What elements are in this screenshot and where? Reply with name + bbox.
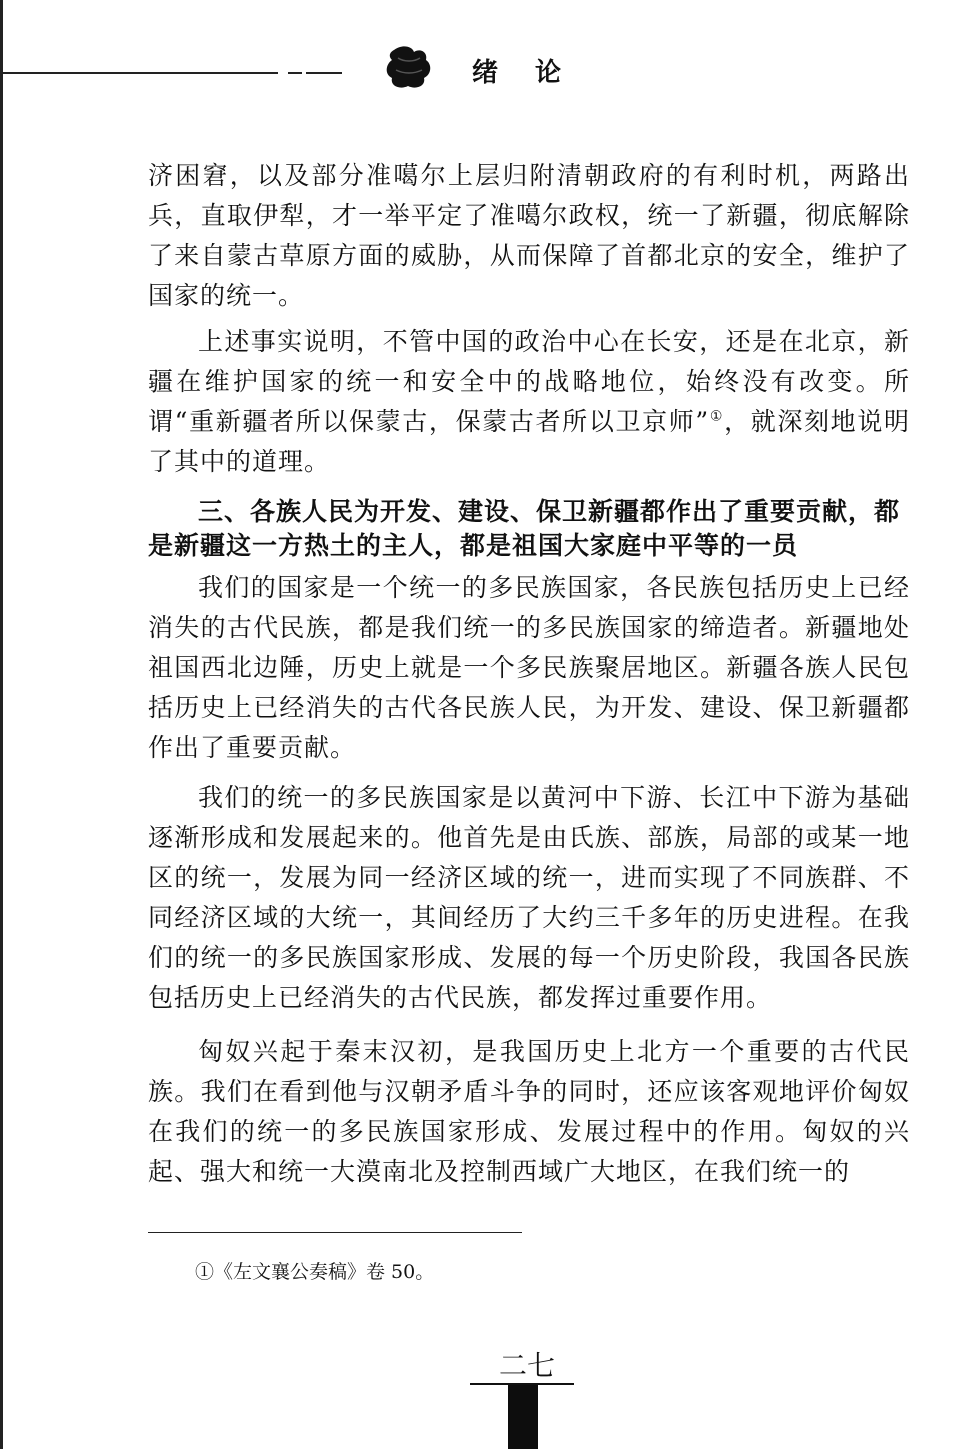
page-thumb-tab [508,1385,538,1449]
paragraph-text: ，就深刻地说明了其中的道理。 [148,407,910,476]
running-header-title: 绪 论 [472,58,576,88]
paragraph [148,322,910,482]
paragraph-text: 上述事实说明，不管中国的政治中心在长安，还是在北京，新疆在维护国家的统一和安全中的战略地位，始终没有改变。所谓“重新疆者所以保蒙古，保蒙古者所以卫京师” [148,327,910,436]
page-edge [0,0,3,1449]
paragraph: 我们的统一的多民族国家是以黄河中下游、长江中下游为基础逐渐形成和发展起来的。他首先是由氏族、部族，局部的或某一地区的统一，发展为同一经济区域的统一，进而实现了不同族群、不同经济区域的大统一，其间经历了大约三千多年的历史进程。在我们的统一的多民族国家形成、发展的每一个历史阶段，我国各民族包括历史上已经消失的古代民族，都发挥过重要作用。 [148,783,910,1012]
header-rule [0,72,278,74]
header-rule-dash [306,72,342,74]
section-heading: 三、各族人民为开发、建设、保卫新疆都作出了重要贡献，都是新疆这一方热土的主人，都是祖国大家庭中平等的一员 [148,497,901,560]
footnote: ①《左文襄公奏稿》卷 50。 [195,1261,435,1283]
footnote-marker: ① [709,408,725,425]
paragraph: 匈奴兴起于秦末汉初，是我国历史上北方一个重要的古代民族。我们在看到他与汉朝矛盾斗争的同时，还应该客观地评价匈奴在我们的统一的多民族国家形成、发展过程中的作用。匈奴的兴起、强大和统一大漠南北及控制西域广大地区，在我们统一的 [148,1037,910,1186]
header-rule-dash [288,72,302,74]
paragraph-continued: 济困窘，以及部分准噶尔上层归附清朝政府的有利时机，两路出兵，直取伊犁，才一举平定了准噶尔政权，统一了新疆，彻底解除了来自蒙古草原方面的威胁，从而保障了首都北京的安全，维护了国家的统一。 [148,161,910,310]
page-number: 二七 [498,1349,555,1382]
chapter-emblem-icon [384,44,434,92]
footnote-rule [148,1232,522,1233]
paragraph: 我们的国家是一个统一的多民族国家，各民族包括历史上已经消失的古代民族，都是我们统一的多民族国家的缔造者。新疆地处祖国西北边陲，历史上就是一个多民族聚居地区。新疆各族人民包括历史上已经消失的古代各民族人民，为开发、建设、保卫新疆都作出了重要贡献。 [148,573,910,762]
